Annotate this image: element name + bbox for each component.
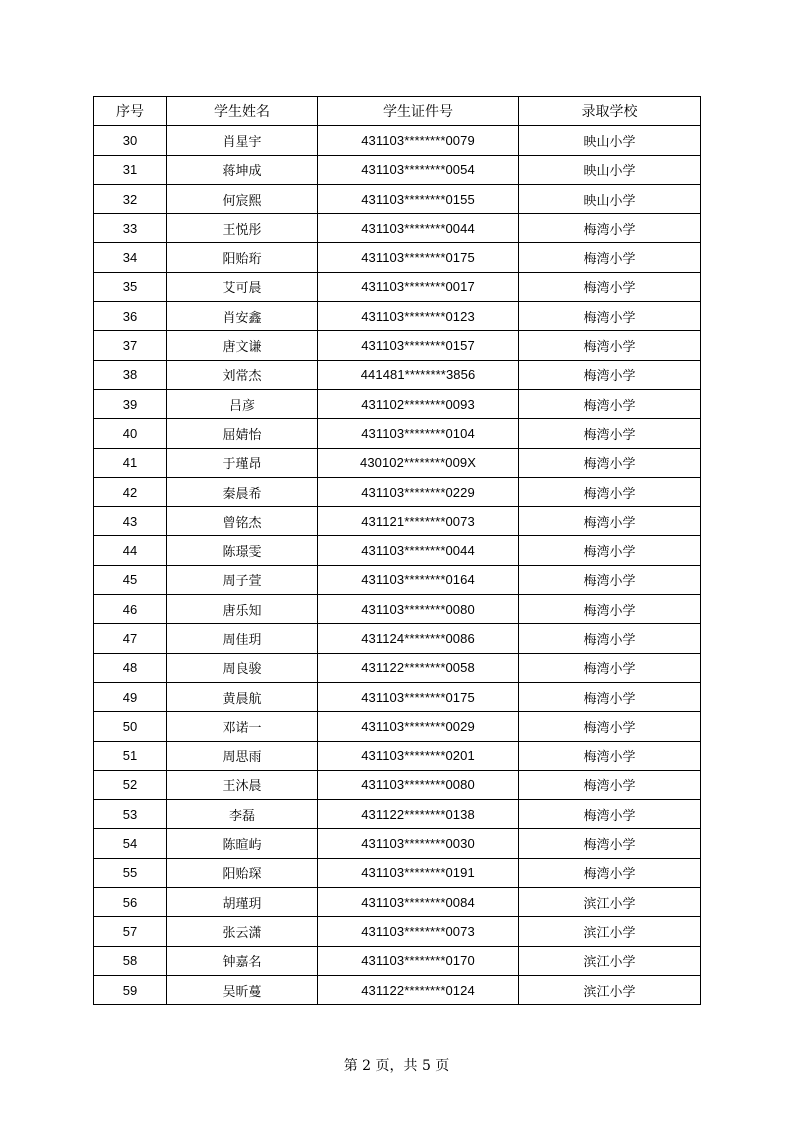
cell-student-name: 周良骏 <box>167 653 318 682</box>
cell-index: 48 <box>94 653 167 682</box>
cell-admitted-school: 滨江小学 <box>519 975 701 1004</box>
cell-admitted-school: 梅湾小学 <box>519 595 701 624</box>
cell-index: 52 <box>94 770 167 799</box>
page-footer: 第 2 页，共 5 页 <box>343 1058 450 1074</box>
table-row <box>94 712 701 741</box>
cell-student-name: 阳贻珩 <box>167 243 318 272</box>
cell-student-name: 阳贻琛 <box>167 858 318 887</box>
cell-student-name: 陈璟雯 <box>167 536 318 565</box>
table-row <box>94 302 701 331</box>
cell-student-id: 431103********0104 <box>318 419 519 448</box>
cell-index: 44 <box>94 536 167 565</box>
cell-index: 57 <box>94 917 167 946</box>
cell-admitted-school: 梅湾小学 <box>519 507 701 536</box>
table-row <box>94 448 701 477</box>
cell-admitted-school: 梅湾小学 <box>519 682 701 711</box>
cell-index: 58 <box>94 946 167 975</box>
cell-index: 45 <box>94 565 167 594</box>
cell-admitted-school: 梅湾小学 <box>519 214 701 243</box>
cell-admitted-school: 梅湾小学 <box>519 712 701 741</box>
cell-admitted-school: 梅湾小学 <box>519 389 701 418</box>
cell-index: 55 <box>94 858 167 887</box>
table-row <box>94 770 701 799</box>
cell-student-id: 431122********0138 <box>318 800 519 829</box>
header-admitted-school: 录取学校 <box>519 97 701 126</box>
cell-student-id: 431103********0017 <box>318 272 519 301</box>
admission-table-container <box>93 96 700 1005</box>
table-row <box>94 829 701 858</box>
cell-admitted-school: 梅湾小学 <box>519 477 701 506</box>
cell-student-name: 唐文谦 <box>167 331 318 360</box>
cell-student-name: 蒋坤成 <box>167 155 318 184</box>
cell-student-id: 431103********0073 <box>318 917 519 946</box>
cell-admitted-school: 滨江小学 <box>519 946 701 975</box>
cell-index: 33 <box>94 214 167 243</box>
cell-student-id: 431122********0124 <box>318 975 519 1004</box>
cell-index: 31 <box>94 155 167 184</box>
cell-admitted-school: 梅湾小学 <box>519 829 701 858</box>
cell-student-name: 肖安鑫 <box>167 302 318 331</box>
table-row <box>94 565 701 594</box>
cell-index: 56 <box>94 888 167 917</box>
cell-admitted-school: 梅湾小学 <box>519 800 701 829</box>
cell-student-name: 钟嘉名 <box>167 946 318 975</box>
cell-admitted-school: 梅湾小学 <box>519 624 701 653</box>
cell-student-id: 431103********0054 <box>318 155 519 184</box>
cell-student-id: 431103********0030 <box>318 829 519 858</box>
cell-student-id: 431103********0044 <box>318 536 519 565</box>
cell-student-id: 431103********0191 <box>318 858 519 887</box>
cell-student-name: 陈暄屿 <box>167 829 318 858</box>
cell-student-id: 431103********0229 <box>318 477 519 506</box>
cell-student-name: 何宸熙 <box>167 184 318 213</box>
cell-student-id: 431124********0086 <box>318 624 519 653</box>
cell-index: 50 <box>94 712 167 741</box>
cell-student-id: 431103********0157 <box>318 331 519 360</box>
cell-student-id: 431121********0073 <box>318 507 519 536</box>
table-row <box>94 155 701 184</box>
table-row <box>94 419 701 448</box>
cell-student-name: 刘常杰 <box>167 360 318 389</box>
cell-student-id: 431103********0123 <box>318 302 519 331</box>
cell-index: 37 <box>94 331 167 360</box>
cell-student-name: 周佳玥 <box>167 624 318 653</box>
cell-index: 46 <box>94 595 167 624</box>
cell-admitted-school: 滨江小学 <box>519 917 701 946</box>
cell-student-name: 吕彦 <box>167 389 318 418</box>
cell-student-id: 431103********0201 <box>318 741 519 770</box>
cell-student-id: 430102********009X <box>318 448 519 477</box>
cell-index: 39 <box>94 389 167 418</box>
cell-admitted-school: 梅湾小学 <box>519 419 701 448</box>
cell-student-name: 李磊 <box>167 800 318 829</box>
cell-student-name: 曾铭杰 <box>167 507 318 536</box>
table-row <box>94 214 701 243</box>
cell-student-id: 431103********0080 <box>318 770 519 799</box>
cell-student-id: 431103********0164 <box>318 565 519 594</box>
cell-admitted-school: 梅湾小学 <box>519 565 701 594</box>
header-student-name: 学生姓名 <box>167 97 318 126</box>
cell-index: 38 <box>94 360 167 389</box>
cell-index: 59 <box>94 975 167 1004</box>
cell-student-name: 吴昕蔓 <box>167 975 318 1004</box>
cell-student-name: 秦晨希 <box>167 477 318 506</box>
cell-admitted-school: 梅湾小学 <box>519 536 701 565</box>
cell-student-name: 于瑾昂 <box>167 448 318 477</box>
table-row <box>94 682 701 711</box>
table-row <box>94 477 701 506</box>
cell-student-name: 屈婧怡 <box>167 419 318 448</box>
cell-student-name: 周思雨 <box>167 741 318 770</box>
cell-student-id: 431103********0155 <box>318 184 519 213</box>
table-row <box>94 888 701 917</box>
table-row <box>94 360 701 389</box>
table-row <box>94 624 701 653</box>
cell-admitted-school: 梅湾小学 <box>519 741 701 770</box>
cell-student-name: 邓诺一 <box>167 712 318 741</box>
table-row <box>94 741 701 770</box>
cell-student-id: 431122********0058 <box>318 653 519 682</box>
cell-index: 42 <box>94 477 167 506</box>
cell-index: 40 <box>94 419 167 448</box>
cell-admitted-school: 梅湾小学 <box>519 272 701 301</box>
cell-student-id: 431103********0044 <box>318 214 519 243</box>
cell-index: 49 <box>94 682 167 711</box>
table-row <box>94 917 701 946</box>
cell-admitted-school: 映山小学 <box>519 184 701 213</box>
cell-student-name: 周子萱 <box>167 565 318 594</box>
cell-student-name: 肖星宇 <box>167 126 318 155</box>
cell-student-name: 胡瑾玥 <box>167 888 318 917</box>
cell-admitted-school: 梅湾小学 <box>519 243 701 272</box>
cell-student-id: 431103********0170 <box>318 946 519 975</box>
cell-student-name: 王悦彤 <box>167 214 318 243</box>
cell-admitted-school: 映山小学 <box>519 155 701 184</box>
cell-index: 30 <box>94 126 167 155</box>
cell-student-id: 431103********0175 <box>318 243 519 272</box>
cell-student-name: 艾可晨 <box>167 272 318 301</box>
cell-student-id: 431103********0084 <box>318 888 519 917</box>
table-row <box>94 126 701 155</box>
cell-student-id: 431102********0093 <box>318 389 519 418</box>
cell-admitted-school: 梅湾小学 <box>519 360 701 389</box>
cell-index: 41 <box>94 448 167 477</box>
table-row <box>94 243 701 272</box>
cell-student-id: 431103********0079 <box>318 126 519 155</box>
table-row <box>94 507 701 536</box>
table-row <box>94 272 701 301</box>
table-row <box>94 331 701 360</box>
cell-index: 43 <box>94 507 167 536</box>
cell-student-id: 441481********3856 <box>318 360 519 389</box>
cell-student-name: 唐乐知 <box>167 595 318 624</box>
cell-index: 35 <box>94 272 167 301</box>
cell-index: 34 <box>94 243 167 272</box>
table-body <box>94 126 701 1005</box>
table-row <box>94 536 701 565</box>
table-row <box>94 975 701 1004</box>
header-student-id: 学生证件号 <box>318 97 519 126</box>
cell-admitted-school: 梅湾小学 <box>519 331 701 360</box>
header-index: 序号 <box>94 97 167 126</box>
cell-admitted-school: 滨江小学 <box>519 888 701 917</box>
table-row <box>94 184 701 213</box>
cell-index: 47 <box>94 624 167 653</box>
cell-admitted-school: 梅湾小学 <box>519 858 701 887</box>
table-row <box>94 595 701 624</box>
cell-index: 53 <box>94 800 167 829</box>
table-header-row <box>94 97 701 126</box>
cell-student-name: 黄晨航 <box>167 682 318 711</box>
cell-index: 54 <box>94 829 167 858</box>
cell-student-name: 张云潇 <box>167 917 318 946</box>
cell-index: 32 <box>94 184 167 213</box>
cell-student-id: 431103********0080 <box>318 595 519 624</box>
cell-admitted-school: 梅湾小学 <box>519 770 701 799</box>
table-row <box>94 653 701 682</box>
cell-student-id: 431103********0175 <box>318 682 519 711</box>
cell-admitted-school: 映山小学 <box>519 126 701 155</box>
cell-admitted-school: 梅湾小学 <box>519 302 701 331</box>
cell-index: 51 <box>94 741 167 770</box>
admission-table <box>93 96 701 1005</box>
cell-student-name: 王沐晨 <box>167 770 318 799</box>
cell-index: 36 <box>94 302 167 331</box>
cell-admitted-school: 梅湾小学 <box>519 653 701 682</box>
table-row <box>94 858 701 887</box>
table-row <box>94 946 701 975</box>
cell-student-id: 431103********0029 <box>318 712 519 741</box>
table-row <box>94 389 701 418</box>
table-row <box>94 800 701 829</box>
cell-admitted-school: 梅湾小学 <box>519 448 701 477</box>
